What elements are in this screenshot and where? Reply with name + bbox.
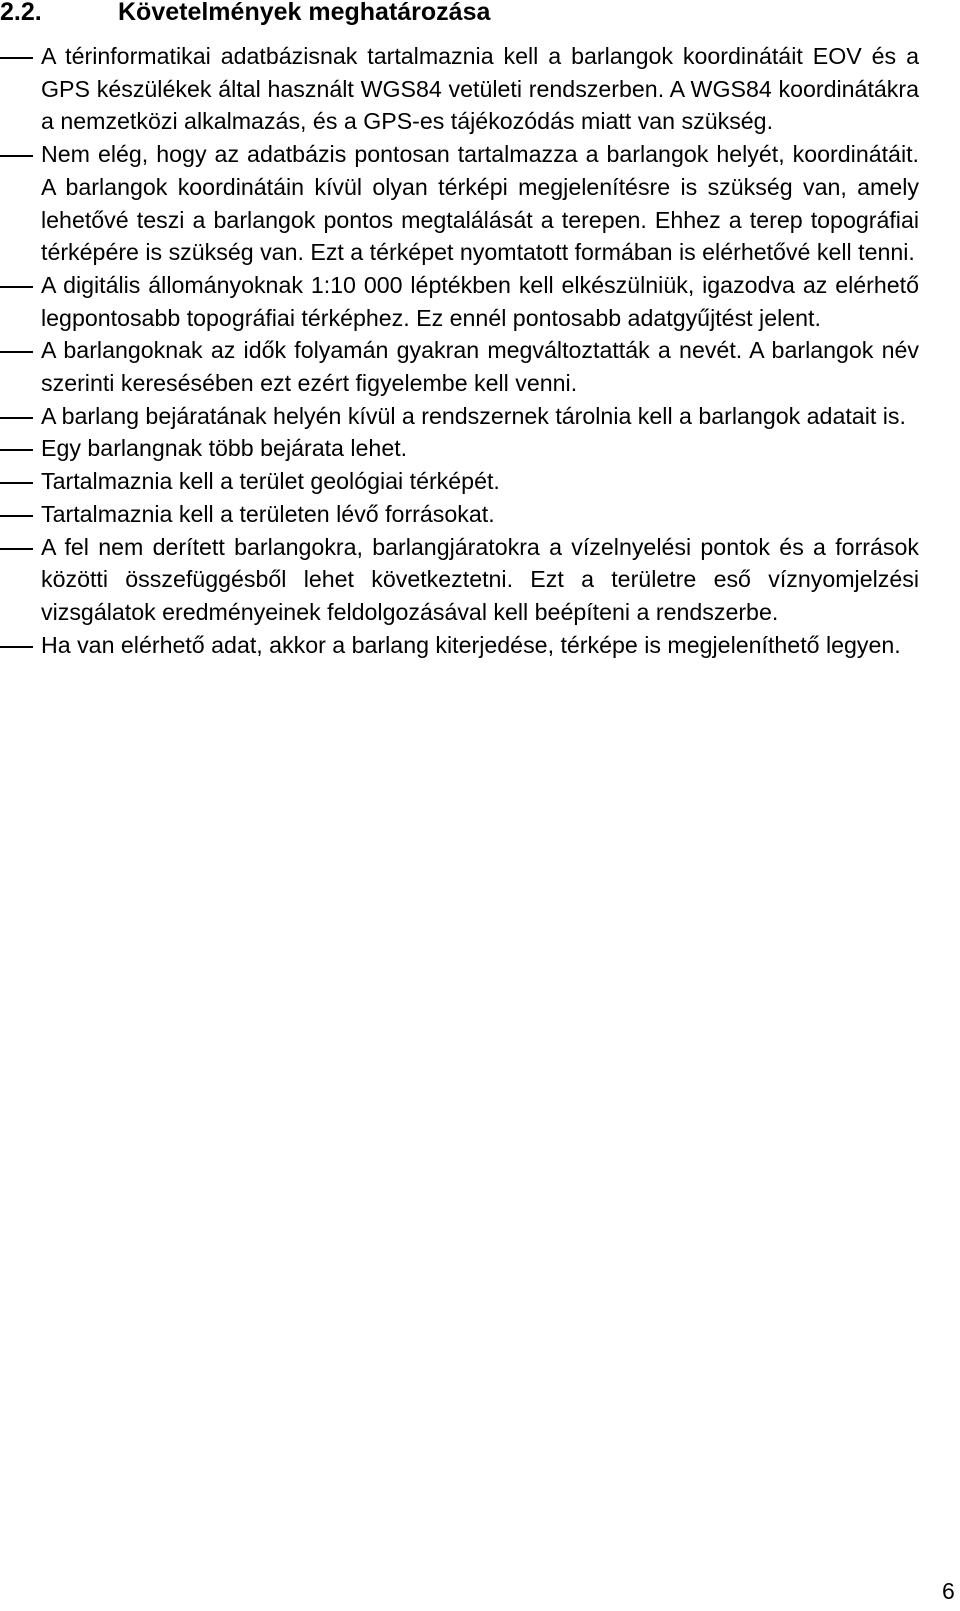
- dash-bullet-icon: [0, 482, 33, 484]
- dash-bullet-icon: [0, 515, 33, 517]
- list-item: [0, 400, 919, 433]
- list-item-text: A fel nem derített barlangokra, barlangjáratokra a vízelnyelési pontok és a források közötti összefüggésből lehet következtetni. Ezt a területre eső víznyomjelzési vizsgálatok eredményeinek feldolgozásával kell beépíteni a rendszerbe.: [41, 533, 919, 625]
- page-number: 6: [942, 1578, 955, 1604]
- list-item: [0, 334, 919, 399]
- dash-bullet-icon: [0, 286, 33, 288]
- dash-bullet-icon: [0, 155, 33, 157]
- dash-bullet-icon: [0, 646, 33, 648]
- list-item: [0, 432, 919, 465]
- list-item: [0, 531, 919, 629]
- list-item: [0, 269, 919, 334]
- list-item-text: Nem elég, hogy az adatbázis pontosan tartalmazza a barlangok helyét, koordinátáit. A barlangok koordinátáin kívül olyan térképi megjelenítésre is szükség van, amely lehetővé teszi a barlangok pontos megtalálását a terepen. Ehhez a terep topográfiai térképére is szükség van. Ezt a térképet nyomtatott formában is elérhetővé kell tenni.: [41, 141, 919, 266]
- list-item: [0, 629, 919, 662]
- list-item-text: A barlangoknak az idők folyamán gyakran megváltoztatták a nevét. A barlangok név szerinti keresésében ezt ezért figyelembe kell venni.: [41, 337, 919, 397]
- dash-bullet-icon: [0, 449, 33, 451]
- list-item: [0, 138, 919, 269]
- requirements-list: [0, 40, 960, 661]
- list-item: [0, 465, 919, 498]
- list-item: [0, 40, 919, 138]
- list-item-text: Egy barlangnak több bejárata lehet.: [41, 435, 408, 462]
- list-item-text: Ha van elérhető adat, akkor a barlang kiterjedése, térképe is megjeleníthető legyen.: [41, 631, 901, 658]
- list-item-text: Tartalmaznia kell a terület geológiai térképét.: [41, 468, 500, 495]
- list-item-text: A barlang bejáratának helyén kívül a rendszernek tárolnia kell a barlangok adatait is.: [41, 402, 906, 429]
- list-item-text: A térinformatikai adatbázisnak tartalmaznia kell a barlangok koordinátáit EOV és a GPS készülékek által használt WGS84 vetületi rendszerben. A WGS84 koordinátákra a nemzetközi alkalmazás, és a GPS-es tájékozódás miatt van szükség.: [41, 43, 919, 135]
- section-number: 2.2.: [0, 0, 42, 26]
- dash-bullet-icon: [0, 351, 33, 353]
- dash-bullet-icon: [0, 548, 33, 550]
- list-item-text: A digitális állományoknak 1:10 000 léptékben kell elkészülniük, igazodva az elérhető legpontosabb topográfiai térképhez. Ez ennél pontosabb adatgyűjtést jelent.: [41, 271, 919, 331]
- dash-bullet-icon: [0, 417, 33, 419]
- list-item: [0, 498, 919, 531]
- list-item-text: Tartalmaznia kell a területen lévő forrásokat.: [41, 500, 495, 527]
- section-heading: [0, 0, 490, 29]
- dash-bullet-icon: [0, 57, 33, 59]
- section-title: Követelmények meghatározása: [118, 0, 491, 26]
